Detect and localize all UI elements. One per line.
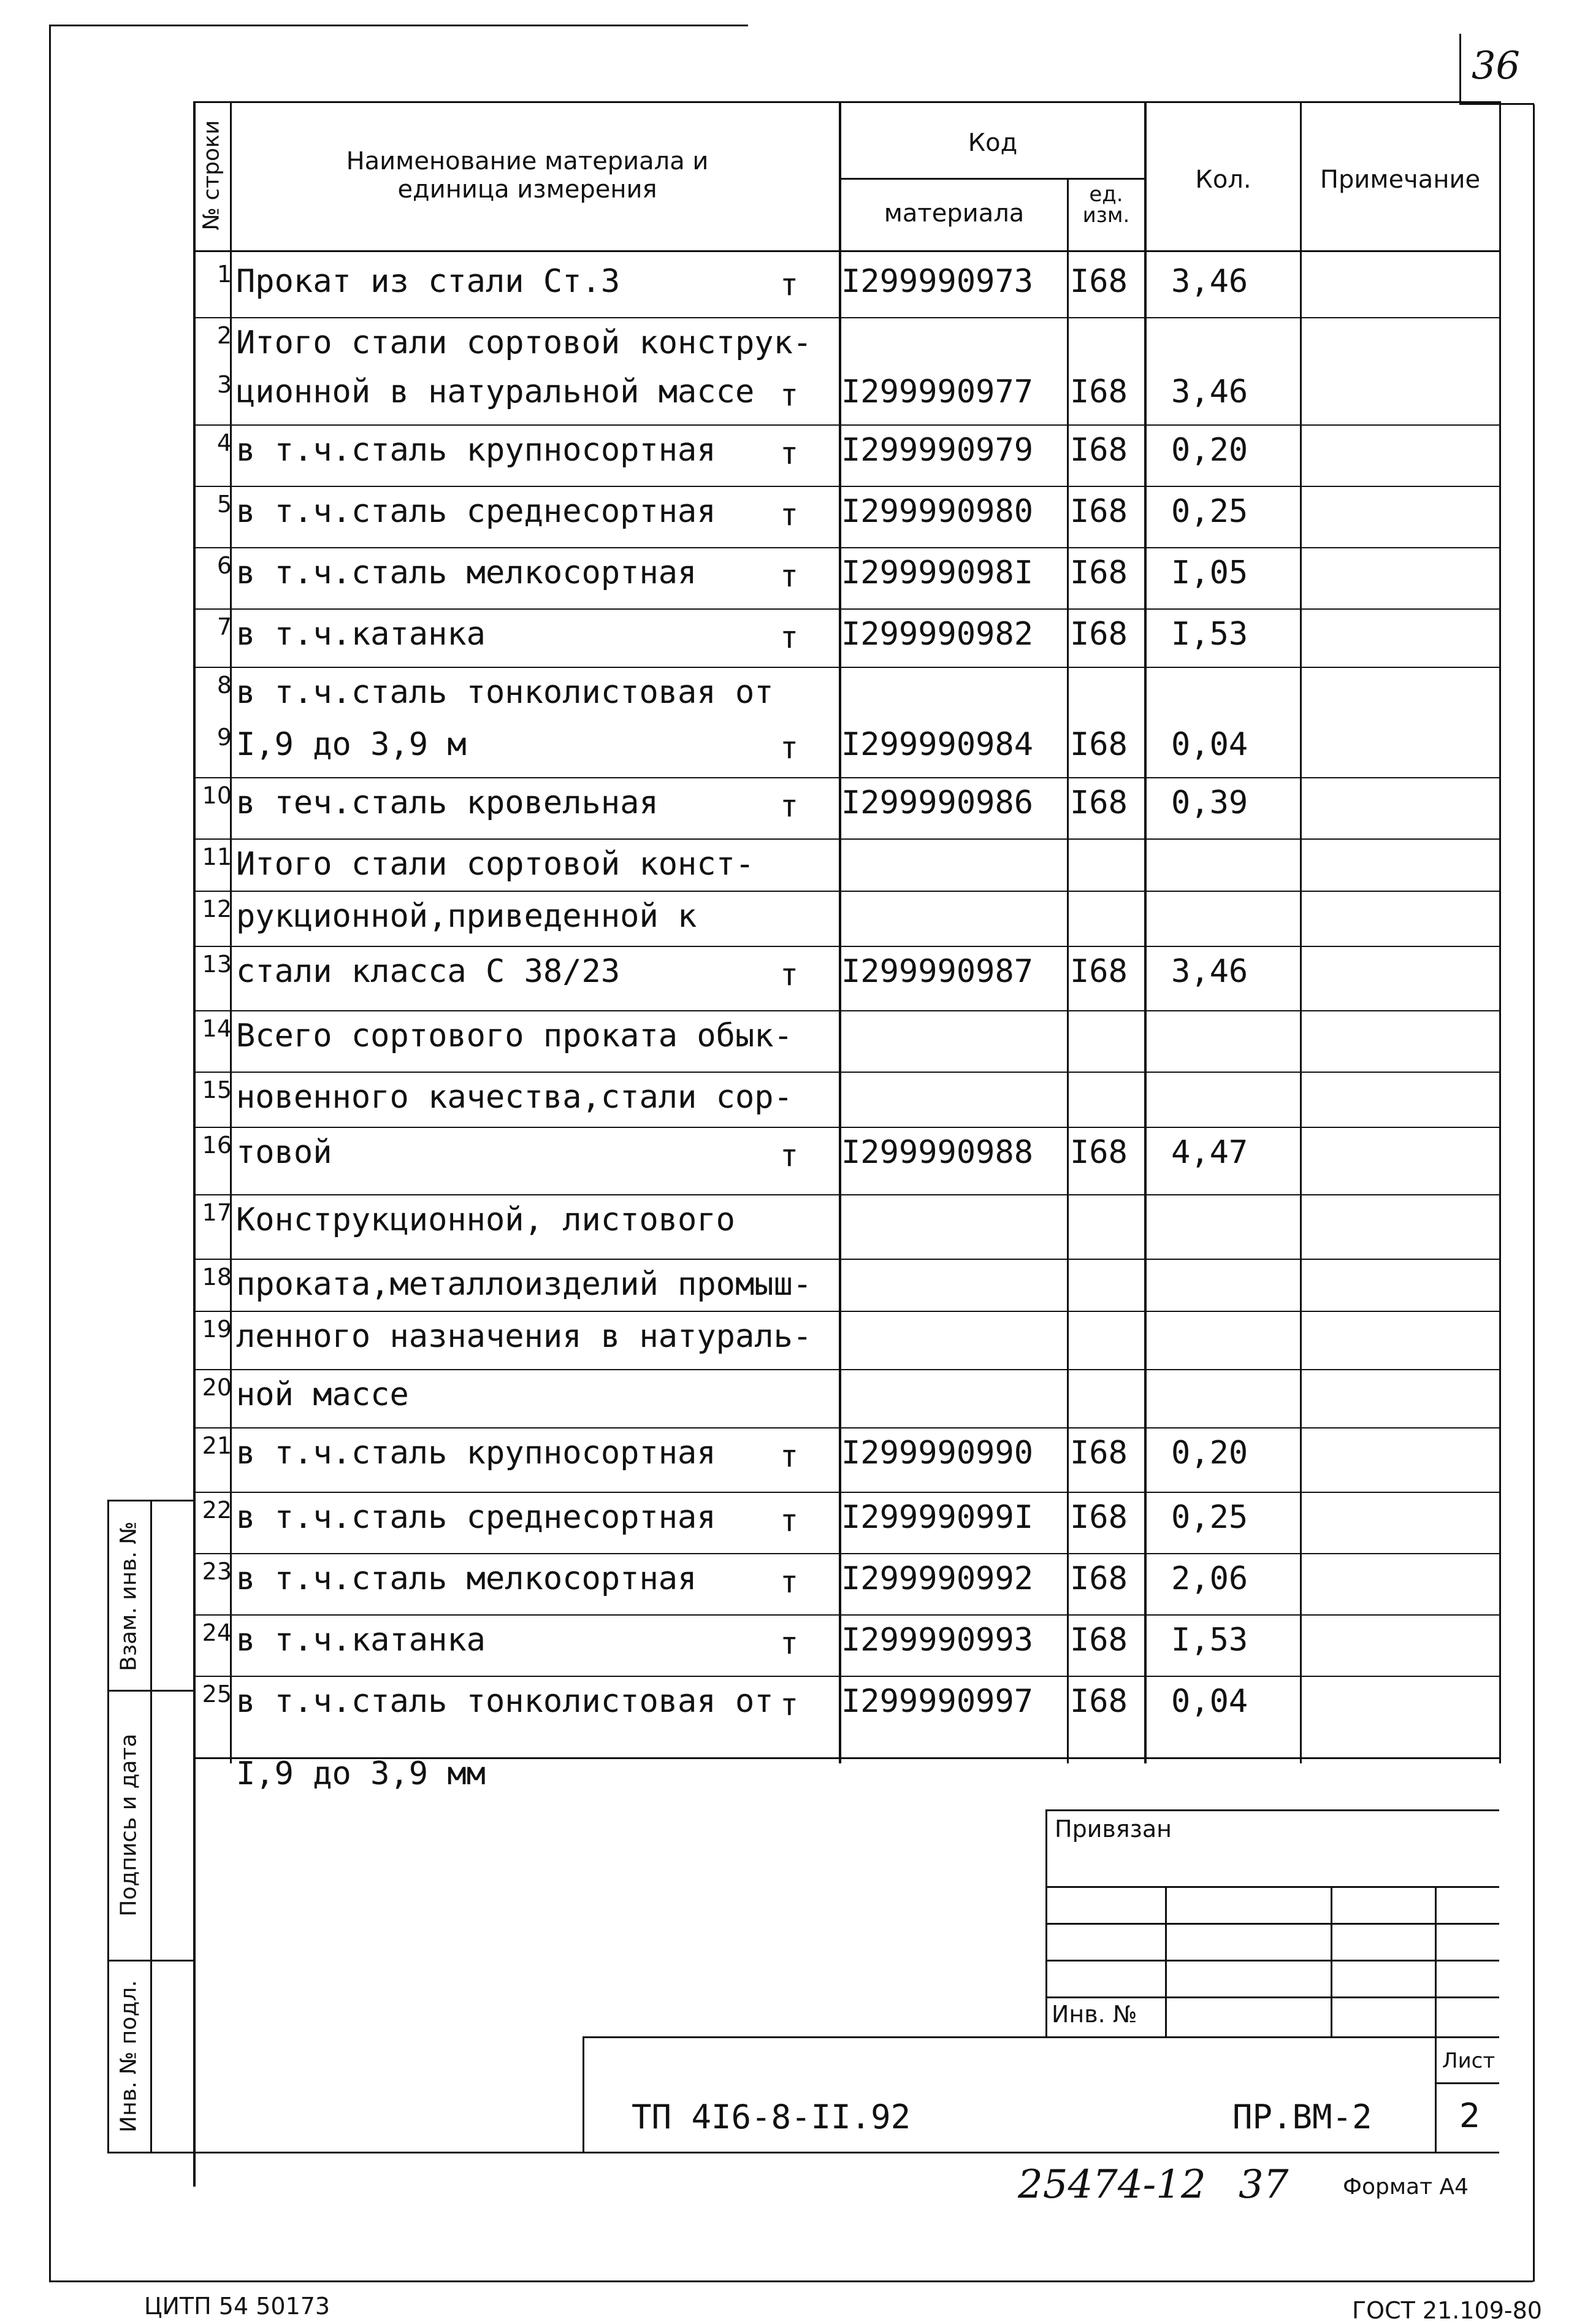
handwritten-page: 37 bbox=[1239, 2162, 1289, 2207]
unit-code: I68 bbox=[1070, 374, 1128, 410]
unit-symbol: т bbox=[780, 1138, 799, 1173]
quantity: I,05 bbox=[1171, 554, 1248, 591]
designation: ТП 4I6-8-II.92 bbox=[632, 2098, 911, 2136]
unit-code: I68 bbox=[1070, 554, 1128, 591]
row-separator bbox=[193, 1010, 1499, 1011]
bottom-border bbox=[49, 2280, 1533, 2282]
side-strip-divider bbox=[150, 1500, 152, 2153]
row-separator bbox=[193, 838, 1499, 840]
row-number: 6 bbox=[216, 552, 232, 579]
material-name: товой bbox=[236, 1134, 332, 1171]
handwritten-number: 25474-12 bbox=[1018, 2162, 1206, 2207]
table-top bbox=[193, 101, 1499, 103]
unit-code: I68 bbox=[1070, 1499, 1128, 1536]
material-code: I299990988 bbox=[841, 1134, 1034, 1171]
row-number: 11 bbox=[202, 843, 232, 870]
row-number: 24 bbox=[202, 1619, 232, 1646]
row-number: 3 bbox=[216, 371, 232, 398]
header-note: Примечание bbox=[1320, 166, 1481, 194]
footer-right: ГОСТ 21.109-80 bbox=[1352, 2297, 1542, 2324]
unit-code: I68 bbox=[1070, 263, 1128, 300]
material-code: I299990993 bbox=[841, 1622, 1034, 1659]
top-border bbox=[49, 25, 748, 26]
unit-code: I68 bbox=[1070, 616, 1128, 653]
material-code: I299990979 bbox=[841, 432, 1034, 469]
quantity: I,53 bbox=[1171, 616, 1248, 653]
row-number: 1 bbox=[216, 261, 232, 288]
privyazan-label: Привязан bbox=[1055, 1816, 1172, 1843]
row-separator bbox=[193, 608, 1499, 610]
unit-symbol: т bbox=[780, 730, 799, 765]
stamp-sheet-mid bbox=[1435, 2082, 1499, 2084]
material-code: I299990984 bbox=[841, 726, 1034, 763]
unit-symbol: т bbox=[780, 788, 799, 824]
unit-code: I68 bbox=[1070, 432, 1128, 469]
material-name: Всего сортового проката обык- bbox=[236, 1018, 793, 1054]
format-label: Формат А4 bbox=[1343, 2174, 1469, 2199]
unit-symbol: т bbox=[780, 558, 799, 594]
row-separator bbox=[193, 486, 1499, 487]
unit-code: I68 bbox=[1070, 1622, 1128, 1659]
row-separator bbox=[193, 1427, 1499, 1429]
unit-symbol: т bbox=[780, 1687, 799, 1722]
corner-tick bbox=[1459, 34, 1461, 104]
privyazan-r2 bbox=[1045, 1923, 1499, 1925]
unit-symbol: т bbox=[780, 1438, 799, 1474]
row-separator bbox=[193, 1194, 1499, 1195]
sheet-code: ПР.ВМ-2 bbox=[1232, 2098, 1372, 2136]
footer-left: ЦИТП 54 50173 bbox=[144, 2293, 330, 2320]
material-name: I,9 до 3,9 м bbox=[236, 726, 467, 763]
quantity: 4,47 bbox=[1171, 1134, 1248, 1171]
row-separator bbox=[193, 1072, 1499, 1073]
material-name: новенного качества,стали сор- bbox=[236, 1079, 793, 1116]
material-name: в т.ч.сталь мелкосортная bbox=[236, 554, 697, 591]
privyazan-c1 bbox=[1165, 1886, 1167, 2036]
material-code: I299990986 bbox=[841, 784, 1034, 821]
row-separator bbox=[193, 1311, 1499, 1312]
row-number: 4 bbox=[216, 429, 232, 456]
row-number: 2 bbox=[216, 322, 232, 349]
material-code: I299990987 bbox=[841, 953, 1034, 990]
quantity: 0,20 bbox=[1171, 1435, 1248, 1471]
quantity: 0,25 bbox=[1171, 493, 1248, 530]
row-separator bbox=[193, 1614, 1499, 1616]
header-code-unit: ед. изм. bbox=[1082, 182, 1130, 228]
quantity: 0,04 bbox=[1171, 726, 1248, 763]
row-separator bbox=[193, 1127, 1499, 1128]
unit-code: I68 bbox=[1070, 784, 1128, 821]
material-code: I299990980 bbox=[841, 493, 1034, 530]
material-name: стали класса С 38/23 bbox=[236, 953, 621, 990]
row-number: 21 bbox=[202, 1432, 232, 1459]
continuation-line: I,9 до 3,9 мм bbox=[236, 1755, 486, 1792]
row-separator bbox=[193, 891, 1499, 892]
quantity: 0,39 bbox=[1171, 784, 1248, 821]
unit-symbol: т bbox=[780, 435, 799, 471]
material-name: Итого стали сортовой конструк- bbox=[236, 324, 812, 361]
unit-code: I68 bbox=[1070, 1683, 1128, 1720]
row-number: 14 bbox=[202, 1015, 232, 1042]
header-bottom bbox=[193, 250, 1499, 252]
quantity: 2,06 bbox=[1171, 1560, 1248, 1597]
row-number: 19 bbox=[202, 1316, 232, 1343]
header-qty: Кол. bbox=[1195, 166, 1251, 194]
material-code: I299990977 bbox=[841, 374, 1034, 410]
unit-code: I68 bbox=[1070, 953, 1128, 990]
unit-symbol: т bbox=[780, 377, 799, 413]
quantity: 3,46 bbox=[1171, 953, 1248, 990]
side-strip-sep1 bbox=[107, 1690, 194, 1692]
unit-code: I68 bbox=[1070, 1560, 1128, 1597]
unit-symbol: т bbox=[780, 1503, 799, 1538]
material-name: в теч.сталь кровельная bbox=[236, 784, 659, 821]
side-strip-bottom bbox=[107, 2152, 1499, 2153]
right-border bbox=[1533, 104, 1535, 2282]
stamp-sheet-left bbox=[1435, 2036, 1437, 2153]
material-name: рукционной,приведенной к bbox=[236, 898, 697, 935]
row-separator bbox=[193, 1553, 1499, 1554]
unit-code: I68 bbox=[1070, 1134, 1128, 1171]
inv-no-label: Инв. № bbox=[1052, 2001, 1137, 2028]
material-name: Конструкционной, листового bbox=[236, 1202, 735, 1238]
material-name: в т.ч.сталь крупносортная bbox=[236, 432, 716, 469]
header-code: Код bbox=[968, 129, 1018, 157]
material-code: I299990982 bbox=[841, 616, 1034, 653]
material-name: Прокат из стали Ст.3 bbox=[236, 263, 621, 300]
material-name: Итого стали сортовой конст- bbox=[236, 846, 755, 883]
header-name: Наименование материала и единица измерения bbox=[346, 147, 709, 204]
side-label-podpis: Подпись и дата bbox=[116, 1733, 142, 1917]
corner-line bbox=[1459, 103, 1534, 105]
unit-code: I68 bbox=[1070, 1435, 1128, 1471]
row-number: 18 bbox=[202, 1264, 232, 1290]
row-separator bbox=[193, 317, 1499, 318]
unit-code: I68 bbox=[1070, 493, 1128, 530]
row-number: 9 bbox=[216, 724, 232, 751]
side-strip-left bbox=[107, 1500, 109, 2153]
row-number: 12 bbox=[202, 895, 232, 922]
material-name: в т.ч.сталь мелкосортная bbox=[236, 1560, 697, 1597]
row-separator bbox=[193, 547, 1499, 548]
unit-symbol: т bbox=[780, 1564, 799, 1600]
row-separator bbox=[193, 667, 1499, 668]
row-number: 16 bbox=[202, 1132, 232, 1159]
col-qty-right bbox=[1300, 101, 1302, 1763]
side-strip-sep2 bbox=[107, 1960, 194, 1962]
unit-symbol: т bbox=[780, 1625, 799, 1661]
material-name: в т.ч.сталь крупносортная bbox=[236, 1435, 716, 1471]
header-code-material: материала bbox=[884, 199, 1025, 228]
row-number: 23 bbox=[202, 1558, 232, 1585]
stamp-left bbox=[583, 2036, 584, 2153]
material-name: ционной в натуральной массе bbox=[236, 374, 755, 410]
unit-symbol: т bbox=[780, 957, 799, 992]
row-number: 5 bbox=[216, 491, 232, 518]
unit-symbol: т bbox=[780, 619, 799, 655]
row-number: 13 bbox=[202, 951, 232, 978]
unit-code: I68 bbox=[1070, 726, 1128, 763]
privyazan-r1 bbox=[1045, 1886, 1499, 1888]
row-number: 17 bbox=[202, 1199, 232, 1226]
row-number: 8 bbox=[216, 672, 232, 699]
left-border bbox=[49, 25, 51, 2282]
header-row-no: № строки bbox=[199, 120, 224, 231]
sheet-value: 2 bbox=[1459, 2096, 1481, 2135]
page-number: 36 bbox=[1472, 43, 1520, 88]
row-number: 20 bbox=[202, 1374, 232, 1401]
col-ei-right bbox=[1144, 101, 1147, 1763]
material-code: I29999098I bbox=[841, 554, 1034, 591]
privyazan-c3 bbox=[1435, 1886, 1437, 2036]
stamp-top bbox=[583, 2036, 1499, 2038]
material-name: в т.ч.катанка bbox=[236, 616, 486, 653]
row-number: 15 bbox=[202, 1076, 232, 1103]
quantity: 3,46 bbox=[1171, 374, 1248, 410]
row-number: 25 bbox=[202, 1681, 232, 1708]
row-separator bbox=[193, 1259, 1499, 1260]
material-name: в т.ч.сталь среднесортная bbox=[236, 1499, 716, 1536]
unit-symbol: т bbox=[780, 267, 799, 302]
privyazan-c2 bbox=[1331, 1886, 1332, 2036]
quantity: I,53 bbox=[1171, 1622, 1248, 1659]
row-separator bbox=[193, 1492, 1499, 1493]
material-name: в т.ч.катанка bbox=[236, 1622, 486, 1659]
quantity: 3,46 bbox=[1171, 263, 1248, 300]
row-separator bbox=[193, 777, 1499, 778]
quantity: 0,20 bbox=[1171, 432, 1248, 469]
row-number: 22 bbox=[202, 1497, 232, 1524]
material-code: I299990973 bbox=[841, 263, 1034, 300]
material-code: I29999099I bbox=[841, 1499, 1034, 1536]
sheet-label: Лист bbox=[1442, 2049, 1496, 2073]
row-number: 7 bbox=[216, 613, 232, 640]
side-label-vzam: Взам. инв. № bbox=[116, 1521, 142, 1671]
material-name: ной массе bbox=[236, 1376, 409, 1413]
quantity: 0,04 bbox=[1171, 1683, 1248, 1720]
material-name: в т.ч.сталь среднесортная bbox=[236, 493, 716, 530]
material-name: проката,металлоизделий промыш- bbox=[236, 1266, 812, 1303]
material-name: в т.ч.сталь тонколистовая от bbox=[236, 1683, 774, 1720]
side-label-inv-podl: Инв. № подл. bbox=[116, 1980, 142, 2133]
material-code: I299990990 bbox=[841, 1435, 1034, 1471]
row-separator bbox=[193, 1676, 1499, 1677]
privyazan-r4 bbox=[1045, 1996, 1499, 1998]
material-code: I299990992 bbox=[841, 1560, 1034, 1597]
col-note-right bbox=[1499, 101, 1501, 1763]
row-separator bbox=[193, 946, 1499, 947]
row-number: 10 bbox=[202, 782, 232, 809]
row-separator bbox=[193, 424, 1499, 426]
privyazan-top bbox=[1045, 1809, 1499, 1811]
unit-symbol: т bbox=[780, 497, 799, 532]
row-separator bbox=[193, 1369, 1499, 1370]
material-name: в т.ч.сталь тонколистовая от bbox=[236, 674, 774, 711]
material-name: ленного назначения в натураль- bbox=[236, 1318, 812, 1355]
quantity: 0,25 bbox=[1171, 1499, 1248, 1536]
material-code: I299990997 bbox=[841, 1683, 1034, 1720]
privyazan-r3 bbox=[1045, 1960, 1499, 1962]
col-code-right bbox=[1067, 178, 1069, 1763]
code-subheader-line bbox=[839, 178, 1145, 180]
